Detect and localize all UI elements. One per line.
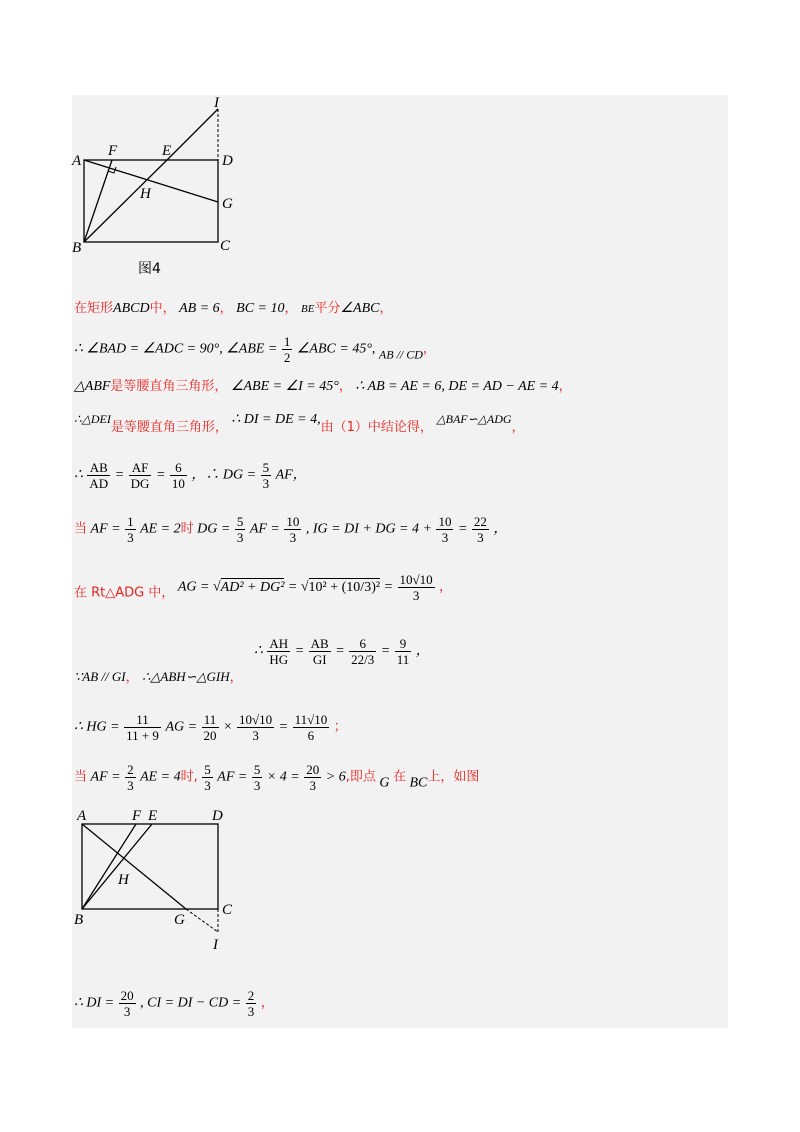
line-4: ∴△DEI是等腰直角三角形， ∴ DI = DE = 4,由（1）中结论得， △BAF∽△ADG， [74,412,525,435]
label-e-2: E [148,808,158,824]
label-b: B [72,240,82,256]
segment-bf [84,160,112,242]
label-g-2: G [174,912,185,928]
figure-5-diagram [68,804,248,954]
label-c: C [220,238,231,254]
label-f-2: F [132,808,142,824]
label-d: D [222,153,233,169]
label-f: F [108,143,118,159]
line-11: 当 AF = $\frac{2}{3}$ AE = 4时, $\frac{5}{3}$ AF = $\frac{5}{3}$ × 4 = $\frac{20}{3}$ > 6,即点 G 在 BC上，如图 [74,762,480,793]
label-e: E [162,143,172,159]
line-7: 在 Rt△ADG 中， AG = √AD² + DG² = √10² + (10/3)² = $\frac{10√10}{3}$ ， [74,572,453,603]
figure-4-diagram [70,92,270,257]
line-12: ∴ DI = $\frac{20}{3}$ , CI = DI − CD = $\frac{2}{3}$ ， [74,988,274,1019]
line-2: ∴ ∠BAD = ∠ADC = 90°, ∠ABE = $\frac{1}{2}$ ∠ABC = 45°, AB // CD， [74,334,436,365]
label-i-2: I [213,937,218,953]
segment-ag [84,160,218,202]
label-c-2: C [222,902,233,918]
segment-bf-2 [82,824,136,909]
segment-be [84,160,167,242]
rectangle-abcd-2 [82,824,218,909]
line-10: ∴ HG = $\frac{11}{11 + 9}$ AG = $\frac{11}{20}$ × $\frac{10√10}{3}$ = $\frac{11√10}{6}$ ； [74,712,347,743]
label-a-2: A [77,808,87,824]
line-1: 在矩形ABCD中， AB = 6， BC = 10， BE平分∠ABC， [74,301,393,316]
label-d-2: D [212,808,223,824]
label-g: G [222,196,233,212]
label-a: A [72,153,82,169]
label-b-2: B [74,912,84,928]
line-6: 当 AF = $\frac{1}{3}$ AE = 2时 DG = $\frac{5}{3}$ AF = $\frac{10}{3}$ , IG = DI + DG = 4 + $\frac{10}{3}$ = $\frac{22}{3}$ ， [74,514,508,545]
label-h-2: H [118,872,129,888]
label-i: I [214,95,219,111]
line-3: △ABF是等腰直角三角形， ∠ABE = ∠I = 45°， ∴ AB = AE = 6, DE = AD − AE = 4， [74,379,572,394]
line-9: ∵AB // GI， ∴△ABH∽△GIH， [74,669,243,685]
dashed-gi [186,909,218,932]
line-5: ∴ $\frac{AB}{AD}$ = $\frac{AF}{DG}$ = $\frac{6}{10}$ ，∴ DG = $\frac{5}{3}$ AF， [74,460,307,491]
figure-4-caption: 图4 [138,261,161,277]
segment-ag-2 [82,824,186,909]
line-8: ∴ $\frac{AH}{HG}$ = $\frac{AB}{GI}$ = $\frac{6}{22/3}$ = $\frac{9}{11}$ ， [254,636,430,667]
segment-be-2 [82,824,152,909]
rectangle-abcd [84,160,218,242]
label-h: H [140,186,151,202]
